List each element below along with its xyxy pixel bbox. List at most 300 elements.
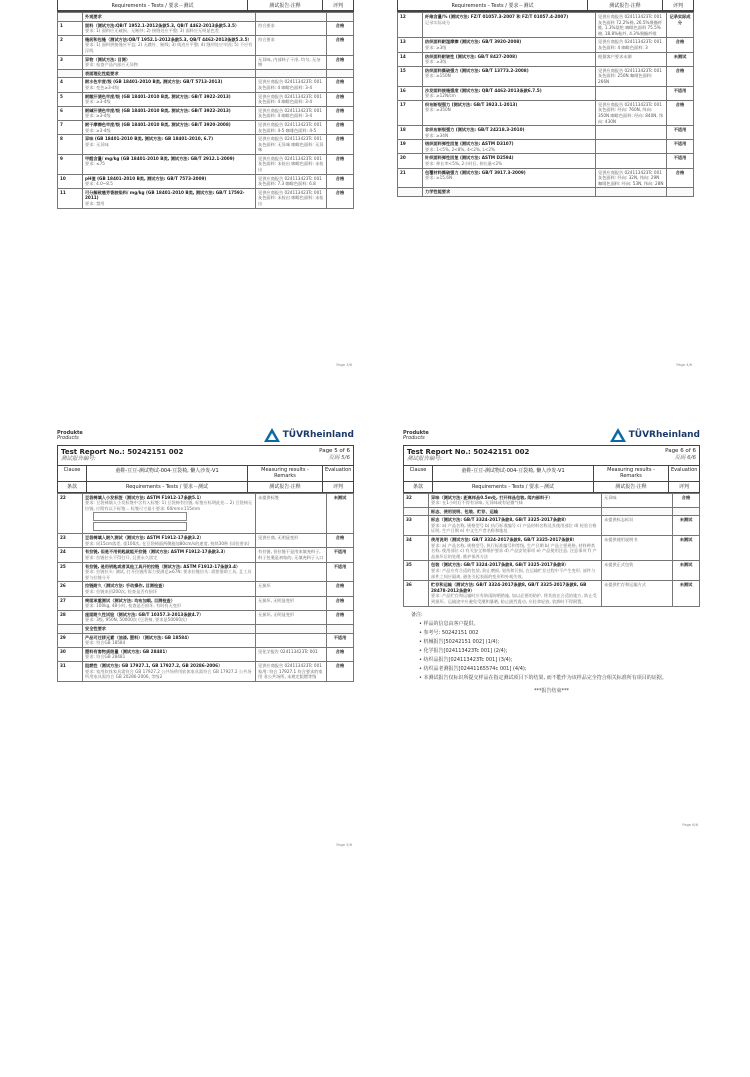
requirement-title: 力学性能要求	[425, 189, 451, 195]
evaluation-cell: 不适用	[667, 86, 694, 100]
clause-number: 11	[58, 188, 83, 208]
requirement-detail: 要求: 1) 面料拼接缝应平直; 2) 无跳针、断线; 3) 线迹应平整; 4) 缝纫处应牢固; 5) 不应有浮线	[85, 42, 253, 53]
requirement-detail: 要求: 无异味	[85, 141, 109, 147]
table-row	[58, 154, 354, 174]
remarks-cell	[596, 140, 667, 154]
header-clause-cn: 条款	[404, 482, 433, 492]
table-row	[58, 35, 354, 55]
column-header	[397, 0, 694, 12]
requirement-cell	[83, 625, 256, 634]
requirement-detail: 记录实际成分	[425, 19, 451, 25]
section-row	[398, 188, 694, 197]
clause-number: 19	[398, 140, 423, 154]
evaluation-cell: 未测试	[673, 581, 700, 606]
clause-number: 4	[58, 78, 83, 92]
requirement-cell	[423, 86, 596, 100]
requirement-cell	[83, 69, 256, 78]
note-item: • 本测试报告仅标识所提交样品在指定测试项目下的结果, 而不能作为该样品完全符合相关标准所有项目的证据。	[419, 674, 667, 681]
remarks-cell: 见供应商报告 024113423Tc 001 家用: 符合 17927.1 符合要求的家用 非公共场所, 未规定阻燃等级	[256, 661, 327, 681]
report-page-4	[397, 0, 694, 370]
remarks-cell	[256, 13, 327, 22]
page-header	[403, 420, 700, 442]
clause-number: 31	[58, 661, 83, 681]
remarks-cell	[256, 562, 327, 582]
requirement-cell	[423, 66, 596, 86]
requirement-cell	[83, 55, 256, 69]
evaluation-cell: 合格	[667, 168, 694, 188]
remarks-cell	[256, 625, 327, 634]
section-row	[58, 69, 354, 78]
evaluation-cell: 未测试	[673, 516, 700, 536]
evaluation-cell: 合格	[327, 78, 354, 92]
table-row	[58, 135, 354, 155]
remarks-cell	[596, 188, 667, 197]
requirement-cell	[429, 516, 602, 536]
section-row	[58, 625, 354, 634]
requirement-detail: 要求: 变色≥3-4级	[85, 84, 120, 90]
label-sample-box	[93, 522, 187, 531]
header-product: 童鞋-豆豆-测试物试-004-豆袋椅, 懒人沙发-V1	[87, 466, 248, 481]
evaluation-cell	[327, 625, 354, 634]
page-footer: Page 3/6	[336, 363, 352, 367]
evaluation-cell: 合格	[327, 661, 354, 681]
table-row	[58, 582, 354, 596]
table-row	[398, 66, 694, 86]
evaluation-cell: 不适用	[667, 126, 694, 140]
table-row	[398, 86, 694, 100]
requirement-detail: 要求: 拉链拉头: 测试, 打开拉链所需力要满足≥67N; 要求拉链拉头: 需要借助工具, 且工具要与拉链分开	[85, 569, 252, 580]
requirement-cell	[423, 126, 596, 140]
remarks-cell: 无损坏	[256, 582, 327, 596]
producer-label: Produkte Products	[57, 429, 83, 442]
requirement-detail: 要求: 产品应有合适的包装, 防止磨损, 划伤和污损, 在运输贮存过程中不产生变形, 部件与部件之间应隔离, 避免引起表面的变形和外观失效。	[431, 568, 596, 579]
requirement-detail: 要求: ≥3级	[425, 59, 447, 65]
requirement-detail: 要求: 产品贮存和运输时应有防雨防晒措施, 加以必要的防护, 将其放在合适的地方, 防止受到损坏。运输途中应避免受潮和暴晒, 防止剧烈震动, 应轻拿轻放, 装卸时不得倒置。	[431, 593, 597, 604]
clause-number: 17	[398, 100, 423, 125]
remarks-cell: 见供应商报告 024113423Tc 001 灰色面料: 无异味 咖啡色面料: 无异味	[256, 135, 327, 155]
requirement-cell	[429, 536, 602, 561]
table-row	[58, 78, 354, 92]
remarks-cell: 见供应商, 无明显变形	[256, 534, 327, 548]
label-sample-box	[93, 512, 187, 521]
header-clause: Clause	[404, 466, 433, 481]
requirement-detail: 要求: ≥3-4级	[85, 113, 111, 119]
table-row	[404, 536, 700, 561]
requirement-title: 贮存和运输（测试方法: GB/T 3324-2017条款8, GB/T 3325-2017条款8, GB 28478-2012条款9）	[431, 582, 587, 593]
requirement-cell	[83, 548, 256, 562]
table-row	[398, 154, 694, 168]
requirement-title: 耐碱汗渍色牢度/级 (GB 18401-2010 B类, 测试方法: GB/T 3922-2013)	[85, 107, 231, 113]
remarks-cell	[256, 69, 327, 78]
remarks-cell: 符合要求	[256, 35, 327, 55]
requirement-cell	[83, 562, 256, 582]
requirement-cell	[429, 493, 602, 507]
clause-number: 34	[404, 536, 429, 561]
clause-number: 33	[404, 516, 429, 536]
page-number: Page 5 of 6	[319, 448, 350, 454]
table-row	[398, 13, 694, 38]
table-row	[58, 174, 354, 188]
evaluation-cell: 不适用	[667, 140, 694, 154]
table-row	[58, 188, 354, 208]
clause-number: 35	[404, 561, 429, 581]
note-item: • 样品的信息由客户提供。	[419, 620, 479, 627]
clause-number: 9	[58, 154, 83, 174]
evaluation-cell: 合格	[327, 21, 354, 35]
requirements-table	[57, 12, 354, 209]
table-row	[58, 562, 354, 582]
report-header	[57, 445, 354, 493]
evaluation-cell: 合格	[327, 135, 354, 155]
requirement-cell	[423, 188, 596, 197]
evaluation-cell: 合格	[667, 38, 694, 52]
table-row	[398, 100, 694, 125]
requirement-title: 座面耐久性试验（测试方法: GB/T 10357.3-2013条款4.7）	[85, 611, 204, 617]
requirement-detail: 要求: 3级, 950N, 50000次 (豆袋椅, 要求是50000次)	[85, 617, 187, 623]
requirement-title: 异味 (GB 18401-2010 B类, 测试方法: GB 18401-2010, 6.7)	[85, 136, 213, 142]
requirement-title: 豆袋椅填入小发标签（测试方法: ASTM F1912-17条款5.1）	[85, 494, 204, 500]
requirements-table	[57, 493, 354, 682]
requirement-detail: 要求: 符合GB 28481	[85, 654, 126, 660]
header-clause: Clause	[58, 466, 87, 481]
requirement-title: 标志（测试方法: GB/T 3324-2017条款8, GB/T 3325-2017条款8）	[431, 517, 569, 523]
evaluation-cell: 合格	[673, 493, 700, 507]
requirement-cell	[83, 120, 256, 134]
table-row	[398, 140, 694, 154]
header-remarks: Measuring results - Remarks	[248, 466, 323, 481]
requirement-title: 阻燃性（测试方法: GB 17927.1, GB 17927.2, GB 20286-2006）	[85, 662, 223, 668]
clause-number: 16	[398, 86, 423, 100]
section-row	[58, 13, 354, 22]
requirement-cell	[83, 596, 256, 610]
requirement-cell	[423, 38, 596, 52]
requirement-cell	[83, 661, 256, 681]
column-header	[57, 0, 354, 12]
requirement-cell	[423, 168, 596, 188]
remarks-cell: 见供应商报告 024113423Tc 001 灰色面料: 4 咖啡色面料: 3-4	[256, 92, 327, 106]
header-eval: 评判	[672, 2, 683, 9]
requirement-detail: 要求: 检查产品内部应无异物	[85, 62, 138, 68]
header-row	[58, 0, 353, 11]
clause-number: 14	[398, 52, 423, 66]
remarks-cell: 见供应商报告 024113423Tc 001 灰色面料: 经向: 32N, 纬向: 29N 咖啡色面料: 经向: 53N, 纬向: 28N	[596, 168, 667, 188]
requirement-title: 包覆材料撕破强力 (测试方法: GB/T 3917.3-2009)	[425, 169, 526, 175]
evaluation-cell: 未测试	[673, 561, 700, 581]
requirement-title: 豆袋椅填入耐久测试（测试方法: ASTM F1912-17条款3.2）	[85, 535, 204, 541]
evaluation-cell: 合格	[327, 534, 354, 548]
notes-section	[403, 607, 700, 700]
requirement-cell	[83, 174, 256, 188]
requirement-detail: 要求: 家用软体家具需符合 GB 17927.2 公共场所用软体家具需符合 GB 17927.2 公共场所用家具需符合 GB 20286-2006, 等级2	[85, 668, 252, 680]
requirement-detail: 要求: ≥350N	[425, 107, 451, 113]
note-item: • 机械报告[50242151 002] (1/4);	[419, 638, 500, 645]
requirement-detail: 要求: ≥3-4级	[85, 99, 111, 105]
clause-number: 3	[58, 55, 83, 69]
requirement-title: 有拉链, 是用钥匙或者其他工具开的拉链（测试方法: ASTM F1912-17条款3.4）	[85, 563, 241, 569]
requirement-detail: 要求: ≥12N/cm	[425, 93, 456, 99]
note-item: • 纺织品老测报告[02441165574c 001] (4/4);	[419, 665, 527, 672]
requirement-title: 耐干摩擦色牢度/级 (GB 18401-2010 B类, 测试方法: GB/T 3920-2008)	[85, 121, 231, 127]
evaluation-cell: 合格	[327, 174, 354, 188]
evaluation-cell: 记录实际成分	[667, 13, 694, 38]
clause-number	[398, 188, 423, 197]
requirement-detail: 要求: 在1小时后不得有异味, 无异味或有轻微气味	[431, 500, 523, 506]
remarks-cell: 根据客户要求未测	[596, 52, 667, 66]
report-number-cn: 测试报告编号:	[407, 456, 442, 462]
evaluation-cell: 合格	[327, 55, 354, 69]
table-row	[404, 516, 700, 536]
clause-number: 2	[58, 35, 83, 55]
remarks-cell: 见供应商报告 024113423Tc 001 灰色面料: 7.3 咖啡色面料: 6.8	[256, 174, 327, 188]
table-row	[58, 120, 354, 134]
remarks-cell: 未提供正式包装	[602, 561, 673, 581]
header-eval-cn: 评判	[678, 484, 689, 490]
note-item: • 纺织品报告[024113423Tc 001] (3/4);	[419, 656, 513, 663]
header-row-2	[404, 482, 699, 492]
header-remarks: 测试报告·注释	[248, 0, 323, 10]
remarks-cell: 未提供贮存和运输方式	[602, 581, 673, 606]
requirement-detail: 要求: ≤75	[85, 161, 105, 167]
header-req: Requirements - Tests / 要求－测试	[58, 0, 248, 10]
requirement-cell	[83, 154, 256, 174]
requirement-detail: 要求: 拉链来回200次, 检查是否有损坏	[85, 589, 158, 595]
remarks-cell: 有拉链, 但拉链不是用来填充料子, 料子包裹是初始的, 无填充料子入口	[256, 548, 327, 562]
requirement-detail: 要求: ≥34N	[425, 132, 449, 138]
requirement-detail: 要求: 100kg, 48小时, 检查是否损坏, 有时有无变形	[85, 603, 182, 609]
page-footer: Page 5/6	[336, 843, 352, 847]
note-item: • 参考号: 50242151 002	[419, 629, 479, 636]
table-row	[58, 92, 354, 106]
table-row	[58, 596, 354, 610]
header-remarks: Measuring results - Remarks	[594, 466, 669, 481]
clause-number: 1	[58, 21, 83, 35]
requirement-title: 包装（测试方法: GB/T 3324-2017条款8, GB/T 3325-2017条款8）	[431, 562, 569, 568]
requirement-title: 纺织面料撕破强力 (测试方法: GB/T 13773.2-2008)	[425, 67, 529, 73]
requirement-title: 绒织面料弹性回复 (测试方法: ASTM D3107)	[425, 141, 514, 147]
evaluation-cell: 合格	[667, 100, 694, 125]
evaluation-cell: 合格	[327, 154, 354, 174]
requirement-cell	[423, 100, 596, 125]
table-row	[58, 106, 354, 120]
evaluation-cell: 合格	[327, 188, 354, 208]
remarks-cell	[256, 633, 327, 647]
requirement-detail: 要求: 1) 面料应无破损、无断纱; 2) 接缝处应平整; 3) 面料应无明显色差	[85, 28, 219, 34]
requirement-detail: 要求: 伸长率<5%, 2小时后, 伸长量<2%	[425, 161, 503, 167]
tuv-logo: TÜVRheinland	[264, 428, 354, 442]
requirements-table	[397, 12, 694, 197]
evaluation-cell: 合格	[327, 106, 354, 120]
page-footer: Page 6/6	[682, 823, 698, 827]
requirements-table	[403, 493, 700, 607]
requirement-cell	[83, 582, 256, 596]
clause-number: 24	[58, 548, 83, 562]
table-row	[58, 55, 354, 69]
evaluation-cell: 合格	[327, 596, 354, 610]
requirement-cell	[83, 610, 256, 624]
requirement-detail: 要求: 符合GB 18584	[85, 640, 126, 646]
evaluation-cell: 不适用	[327, 633, 354, 647]
requirement-cell	[429, 507, 602, 516]
requirement-detail: 要求: ≥3-4级	[85, 127, 111, 133]
table-row	[58, 647, 354, 661]
report-header	[403, 445, 700, 493]
header-row-2	[58, 482, 353, 492]
remarks-cell: 见供应商报告 024113423Tc 001 灰色面料: 4 咖啡色面料: 3	[596, 38, 667, 52]
requirement-detail: 要求: 豆袋椅填入小发标签中含有入标签: 1) 豆袋椅有拉链, 标签应标明此处... 2) 豆袋椅无拉链, 应附有以下标签... 标签尺寸最小要求: 60mm×115mm	[85, 500, 253, 511]
requirement-cell	[83, 633, 256, 647]
requirement-cell	[83, 35, 256, 55]
header-eval: Evaluation	[325, 467, 352, 473]
requirement-cell	[423, 140, 596, 154]
clause-number: 29	[58, 633, 83, 647]
requirement-title: 表面理化性能要求	[85, 70, 119, 76]
requirement-cell	[83, 188, 256, 208]
report-number-cn: 测试报告编号:	[61, 456, 96, 462]
requirement-title: 产品可迁移元素（油漆, 塑料）（测试方法: GB 18584）	[85, 634, 192, 640]
requirement-title: 织布断裂强力 (测试方法: GB/T 3923.1-2013)	[425, 101, 518, 107]
clause-number: 27	[58, 596, 83, 610]
table-row	[58, 633, 354, 647]
evaluation-cell	[667, 188, 694, 197]
header-eval: 评判	[332, 2, 343, 9]
requirement-title: 有拉链, 但是不用钥匙就能开拉链（测试方法: ASTM F1912-17条款3.3）	[85, 549, 228, 555]
table-row	[398, 38, 694, 52]
remarks-cell: 见供应商报告 024113423Tc 001 灰色面料 72.2%棉, 26.5%聚酯纤维, 1.3%氨纶 咖啡色面料 75.5%棉, 18.8%粘纤, 4.3%聚酯纤维	[596, 13, 667, 38]
evaluation-cell: 不适用	[327, 548, 354, 562]
notes-title: 备注:	[411, 611, 423, 618]
header-remarks: 测试报告·注释	[588, 0, 663, 10]
page-number-cn: 页码 5/6	[328, 454, 350, 461]
remarks-cell: 符合要求	[256, 21, 327, 35]
header-remarks-cn: 测试报告·注释	[594, 482, 669, 492]
clause-number	[58, 625, 83, 634]
requirement-detail: 要求: ≥15.6N	[425, 175, 453, 181]
requirement-title: 标志、使用说明、包装、贮存、运输	[431, 508, 499, 514]
header-row	[398, 0, 693, 11]
requirement-title: 外观要求	[85, 14, 102, 19]
requirement-cell	[83, 21, 256, 35]
remarks-cell: 见供应商报告 024113423Tc 001 灰色面料: 4-5 咖啡色面料: 4-5	[256, 120, 327, 134]
clause-number: 18	[398, 126, 423, 140]
remarks-cell: 无异味, 内部料子干净, 均匀, 无杂物	[256, 55, 327, 69]
evaluation-cell: 合格	[327, 92, 354, 106]
header-req: Requirements - Tests / 要求－测试	[87, 482, 248, 492]
requirement-title: 异味（测试方法: 距离样品0.5m处, 打开样品包装, 闻内部料子）	[431, 494, 553, 500]
header-eval-cn: 评判	[332, 484, 343, 490]
clause-number: 28	[58, 610, 83, 624]
requirement-title: 安全性要求	[85, 626, 106, 631]
evaluation-cell: 合格	[327, 610, 354, 624]
clause-number: 15	[398, 66, 423, 86]
header-clause-cn: 条款	[58, 482, 87, 492]
remarks-cell: 见供应商报告 024113423Tc 001 灰色面料: 经向: 760N, 纬向: 350N 咖啡色面料: 经向: 840N, 纬向: 430N	[596, 100, 667, 125]
report-page-3	[57, 0, 354, 370]
evaluation-cell: 合格	[327, 582, 354, 596]
evaluation-cell	[673, 507, 700, 516]
requirement-title: 耐水色牢度/级 (GB 18401-2010 B类, 测试方法: GB/T 5713-2013)	[85, 79, 223, 85]
clause-number: 20	[398, 154, 423, 168]
requirement-title: 拉链耐久（测试方法: 手动操作, 目测检查）	[85, 583, 167, 589]
table-row	[58, 534, 354, 548]
remarks-cell: 未提供标签	[256, 493, 327, 534]
clause-number: 12	[398, 13, 423, 38]
clause-number: 32	[404, 493, 429, 507]
requirement-detail: 要求: a) 产品名称, 规格型号 b) 执行标准编号 c) 产品材料名称及其使用部位 d) 检验合格证明, 生产日期 e) 中文生产者名称和地址	[431, 522, 597, 534]
remarks-cell: 见供应商报告 024113423Tc 001 灰色面料: 未检出 咖啡色面料: 未检出	[256, 154, 327, 174]
header-req: Requirements - Tests / 要求－测试	[398, 0, 588, 10]
evaluation-cell: 合格	[327, 35, 354, 55]
clause-number	[404, 507, 429, 516]
header-row	[58, 466, 353, 482]
requirement-cell	[423, 154, 596, 168]
evaluation-cell: 合格	[667, 66, 694, 86]
end-of-report: ***报告结束***	[533, 687, 569, 694]
evaluation-cell: 未测试	[327, 493, 354, 534]
evaluation-cell: 未测试	[673, 536, 700, 561]
remarks-cell: 无损坏, 无明显变形	[256, 596, 327, 610]
remarks-cell: 未提供标志标识	[602, 516, 673, 536]
remarks-cell: 无异味	[602, 493, 673, 507]
requirement-cell	[429, 581, 602, 606]
notes-list	[411, 620, 692, 683]
requirement-title: 耐酸汗渍色牢度/级 (GB 18401-2010 B类, 测试方法: GB/T 3922-2013)	[85, 93, 231, 99]
requirement-cell	[83, 647, 256, 661]
report-page-5	[57, 420, 354, 850]
remarks-cell: 见供应商报告 024113423Tc 001 灰色面料: 4 咖啡色面料: 3-4	[256, 106, 327, 120]
requirement-title: 纺织面料耐皱性 (测试方法: GB/T 8427-2008)	[425, 53, 518, 59]
evaluation-cell: 不适用	[667, 154, 694, 168]
section-row	[404, 507, 700, 516]
requirement-title: 非织布断裂强力 (测试方法: GB/T 24218.3-2010)	[425, 127, 525, 133]
requirement-cell	[83, 92, 256, 106]
table-row	[58, 661, 354, 681]
tuv-triangle-icon	[610, 428, 626, 442]
requirement-detail: 要求: 禁用	[85, 201, 105, 207]
header-product: 童鞋-豆豆-测试物试-004-豆袋椅, 懒人沙发-V1	[433, 466, 594, 481]
table-row	[58, 493, 354, 534]
header-req: Requirements - Tests / 要求－测试	[433, 482, 594, 492]
table-row	[58, 610, 354, 624]
clause-number: 25	[58, 562, 83, 582]
requirement-title: 可分解致癌芳香胺染料/ mg/kg (GB 18401-2010 B类, 测试方法: GB/T 17592-2011)	[85, 189, 245, 201]
clause-number: 5	[58, 92, 83, 106]
requirement-cell	[83, 78, 256, 92]
table-row	[404, 561, 700, 581]
clause-number: 36	[404, 581, 429, 606]
requirement-detail: 要求: a) 产品名称, 规格型号, 执行标准编号和等级, 生产日期 b) 产品主要规格, 材料种类名称, 使用部位 c) 有关安全和维护要求 d) 产品安装事项 e) 产品使用注意, 注意事项 f) 产品损坏后的处理, 维护保养方法	[431, 542, 597, 559]
table-row	[404, 581, 700, 606]
evaluation-cell	[327, 13, 354, 22]
tuv-logo: TÜVRheinland	[610, 428, 700, 442]
requirement-cell	[83, 135, 256, 155]
requirement-detail: 要求: 1<5%, 2<8%, 4<2%, L<2%	[425, 146, 496, 152]
clause-number: 21	[398, 168, 423, 188]
table-row	[58, 21, 354, 35]
page-header	[57, 420, 354, 442]
clause-number: 10	[58, 174, 83, 188]
evaluation-cell: 不适用	[327, 562, 354, 582]
note-item: • 化学报告[024113423Tc 001] (2/4);	[419, 647, 508, 654]
evaluation-cell: 未测试	[667, 52, 694, 66]
remarks-cell	[596, 86, 667, 100]
tuv-triangle-icon	[264, 428, 280, 442]
requirement-title: 面料（测试方法:QB/T 1952.1-2012条款5.3, QB/T 4462-2013条款5.3.5）	[85, 22, 240, 28]
remarks-cell	[602, 507, 673, 516]
requirement-detail: 要求: ≥150N	[425, 73, 451, 79]
requirement-title: 椅面承重测试（测试方法: 均布加载, 目测检查）	[85, 597, 175, 603]
table-row	[404, 493, 700, 507]
requirement-cell	[83, 534, 256, 548]
